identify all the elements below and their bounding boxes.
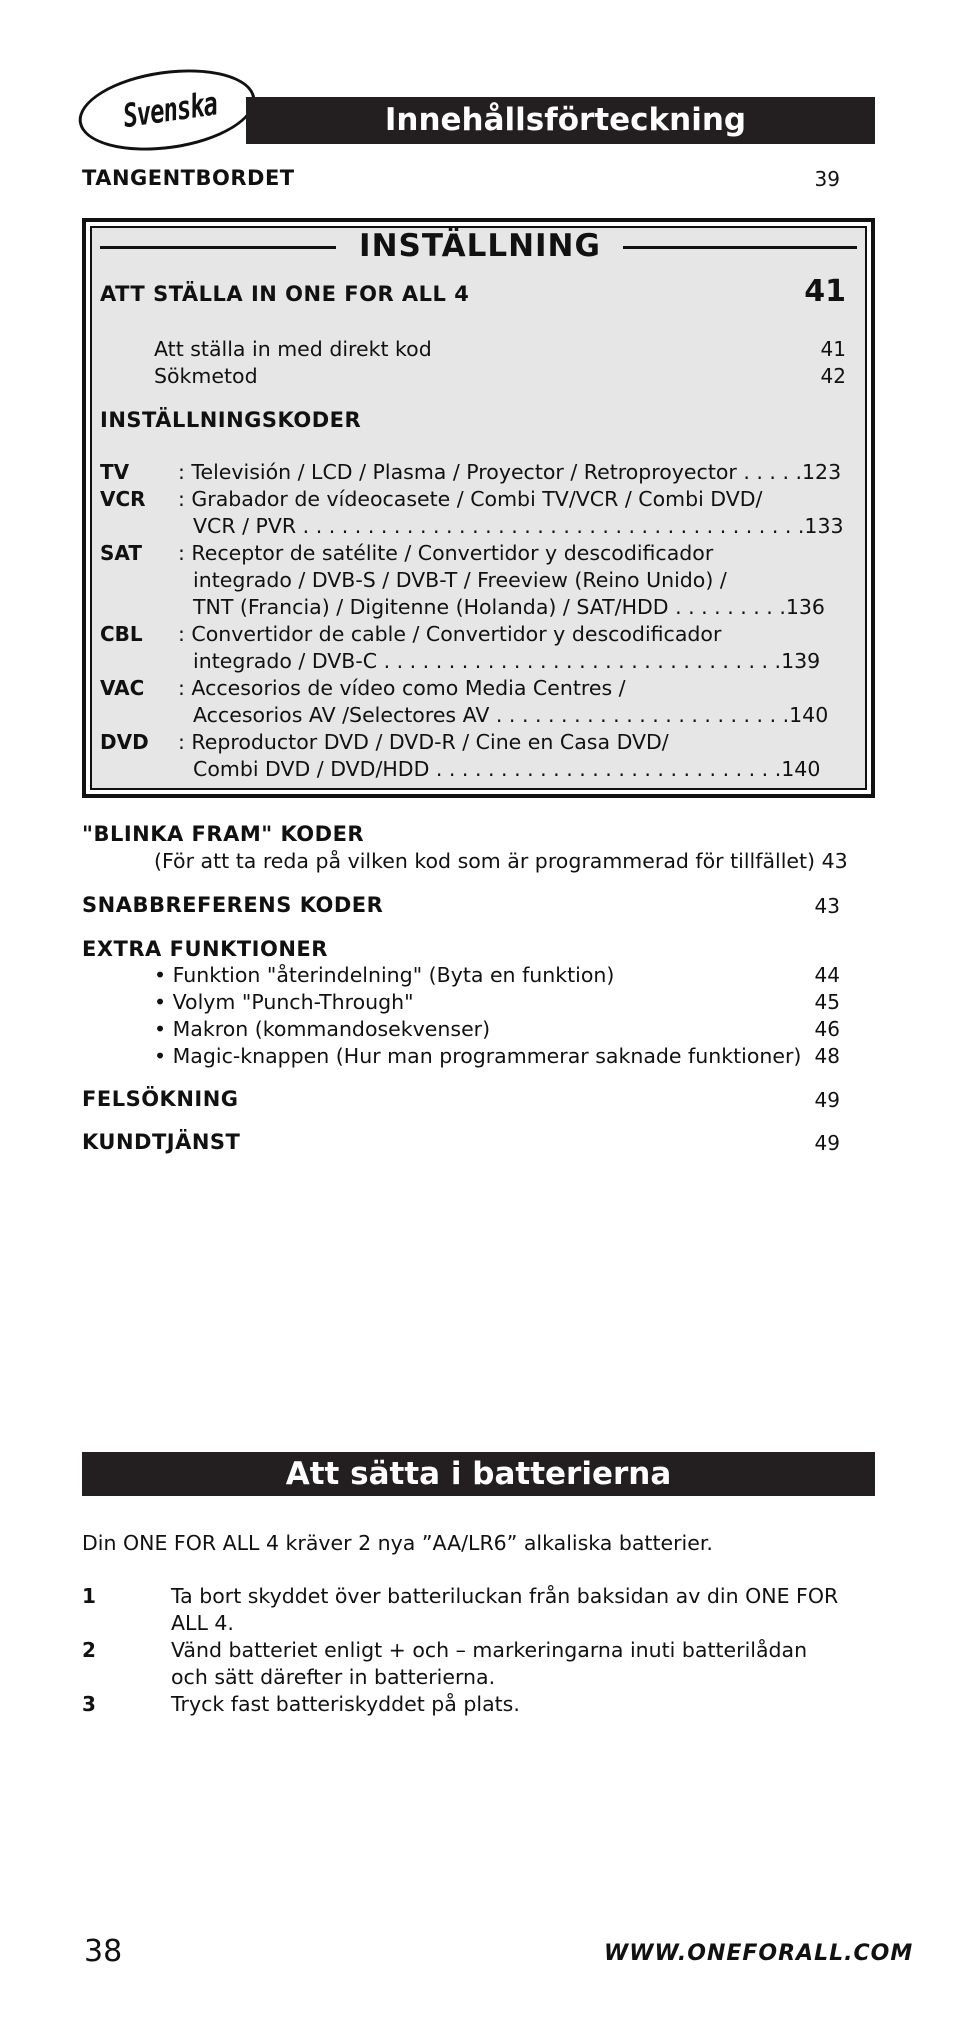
extra-item-punch-through-page: 45 xyxy=(814,990,840,1014)
quickref-label: SNABBREFERENS KODER xyxy=(82,893,384,917)
battery-step-2-number: 2 xyxy=(82,1638,96,1662)
code-vac-line-1: : Accesorios de vídeo como Media Centres / xyxy=(178,676,626,700)
code-dvd-line-1: : Reproductor DVD / DVD-R / Cine en Casa DVD/ xyxy=(178,730,669,754)
page-title: Innehållsförteckning xyxy=(246,97,875,144)
setup-heading-page: 41 xyxy=(804,274,846,309)
code-vac: VAC xyxy=(100,676,145,700)
battery-step-1-line-1: Ta bort skyddet över batteriluckan från baksidan av din ONE FOR xyxy=(171,1584,839,1608)
code-tv-line-1: : Televisión / LCD / Plasma / Proyector / Retroproyector . . . . .123 xyxy=(178,460,842,484)
battery-step-1-number: 1 xyxy=(82,1584,96,1608)
battery-step-3-line-1: Tryck fast batteriskyddet på plats. xyxy=(171,1692,520,1716)
quickref-page: 43 xyxy=(814,894,840,918)
blink-codes-description: (För att ta reda på vilken kod som är programmerad för tillfället) 43 xyxy=(154,849,848,873)
extra-item-magic-key-page: 48 xyxy=(814,1044,840,1068)
code-vcr-line-2: VCR / PVR . . . . . . . . . . . . . . . . . . . . . . . . . . . . . . . . . . . . . . .133 xyxy=(193,514,844,538)
extra-item-punch-through-label: • Volym "Punch-Through" xyxy=(154,990,414,1014)
blink-codes-heading: "BLINKA FRAM" KODER xyxy=(82,822,365,846)
code-cbl-line-2: integrado / DVB-C . . . . . . . . . . . . . . . . . . . . . . . . . . . . . . .139 xyxy=(193,649,821,673)
code-sat: SAT xyxy=(100,541,142,565)
extra-item-remap-label: • Funktion "återindelning" (Byta en funktion) xyxy=(154,963,615,987)
setup-heading-label: ATT STÄLLA IN ONE FOR ALL 4 xyxy=(100,282,470,306)
battery-step-2-line-2: och sätt därefter in batterierna. xyxy=(171,1665,496,1689)
code-sat-line-3: TNT (Francia) / Digitenne (Holanda) / SAT/HDD . . . . . . . . .136 xyxy=(193,595,825,619)
extra-item-macros-page: 46 xyxy=(814,1017,840,1041)
box-title-rule-right xyxy=(623,246,857,249)
code-sat-line-1: : Receptor de satélite / Convertidor y descodificador xyxy=(178,541,714,565)
battery-section-title: Att sätta i batterierna xyxy=(82,1452,875,1496)
code-vac-line-2: Accesorios AV /Selectores AV . . . . . . . . . . . . . . . . . . . . . . .140 xyxy=(193,703,829,727)
box-title-rule-left xyxy=(100,246,336,249)
language-badge-label: Svenska xyxy=(120,84,220,136)
sub-item-search-page: 42 xyxy=(820,364,846,388)
page-number: 38 xyxy=(84,1934,123,1969)
code-vcr-line-1: : Grabador de vídeocasete / Combi TV/VCR / Combi DVD/ xyxy=(178,487,763,511)
troubleshooting-label: FELSÖKNING xyxy=(82,1087,239,1111)
customer-service-page: 49 xyxy=(814,1131,840,1155)
battery-intro: Din ONE FOR ALL 4 kräver 2 nya ”AA/LR6” alkaliska batterier. xyxy=(82,1531,713,1555)
battery-step-2-line-1: Vänd batteriet enligt + och – markeringarna inuti batterilådan xyxy=(171,1638,808,1662)
battery-step-1-line-2: ALL 4. xyxy=(171,1611,234,1635)
troubleshooting-page: 49 xyxy=(814,1088,840,1112)
extra-item-magic-key-label: • Magic-knappen (Hur man programmerar saknade funktioner) xyxy=(154,1044,802,1068)
extra-item-macros-label: • Makron (kommandosekvenser) xyxy=(154,1017,491,1041)
code-vcr: VCR xyxy=(100,487,146,511)
customer-service-label: KUNDTJÄNST xyxy=(82,1130,241,1154)
toc-entry-keyboard-page: 39 xyxy=(814,167,840,191)
sub-item-direct-code-label: Att ställa in med direkt kod xyxy=(154,337,432,361)
sub-item-direct-code-page: 41 xyxy=(820,337,846,361)
battery-step-3-number: 3 xyxy=(82,1692,96,1716)
code-tv: TV xyxy=(100,460,130,484)
code-dvd-line-2: Combi DVD / DVD/HDD . . . . . . . . . . . . . . . . . . . . . . . . . . .140 xyxy=(193,757,821,781)
footer-url: WWW.ONEFORALL.COM xyxy=(604,1941,914,1966)
extra-functions-heading: EXTRA FUNKTIONER xyxy=(82,937,328,961)
installation-box-title: INSTÄLLNING xyxy=(359,228,601,264)
extra-item-remap-page: 44 xyxy=(814,963,840,987)
sub-item-search-label: Sökmetod xyxy=(154,364,258,388)
codes-heading: INSTÄLLNINGSKODER xyxy=(100,408,362,432)
toc-entry-keyboard-label: TANGENTBORDET xyxy=(82,166,295,190)
code-cbl-line-1: : Convertidor de cable / Convertidor y descodificador xyxy=(178,622,722,646)
code-cbl: CBL xyxy=(100,622,143,646)
code-sat-line-2: integrado / DVB-S / DVB-T / Freeview (Reino Unido) / xyxy=(193,568,727,592)
code-dvd: DVD xyxy=(100,730,149,754)
